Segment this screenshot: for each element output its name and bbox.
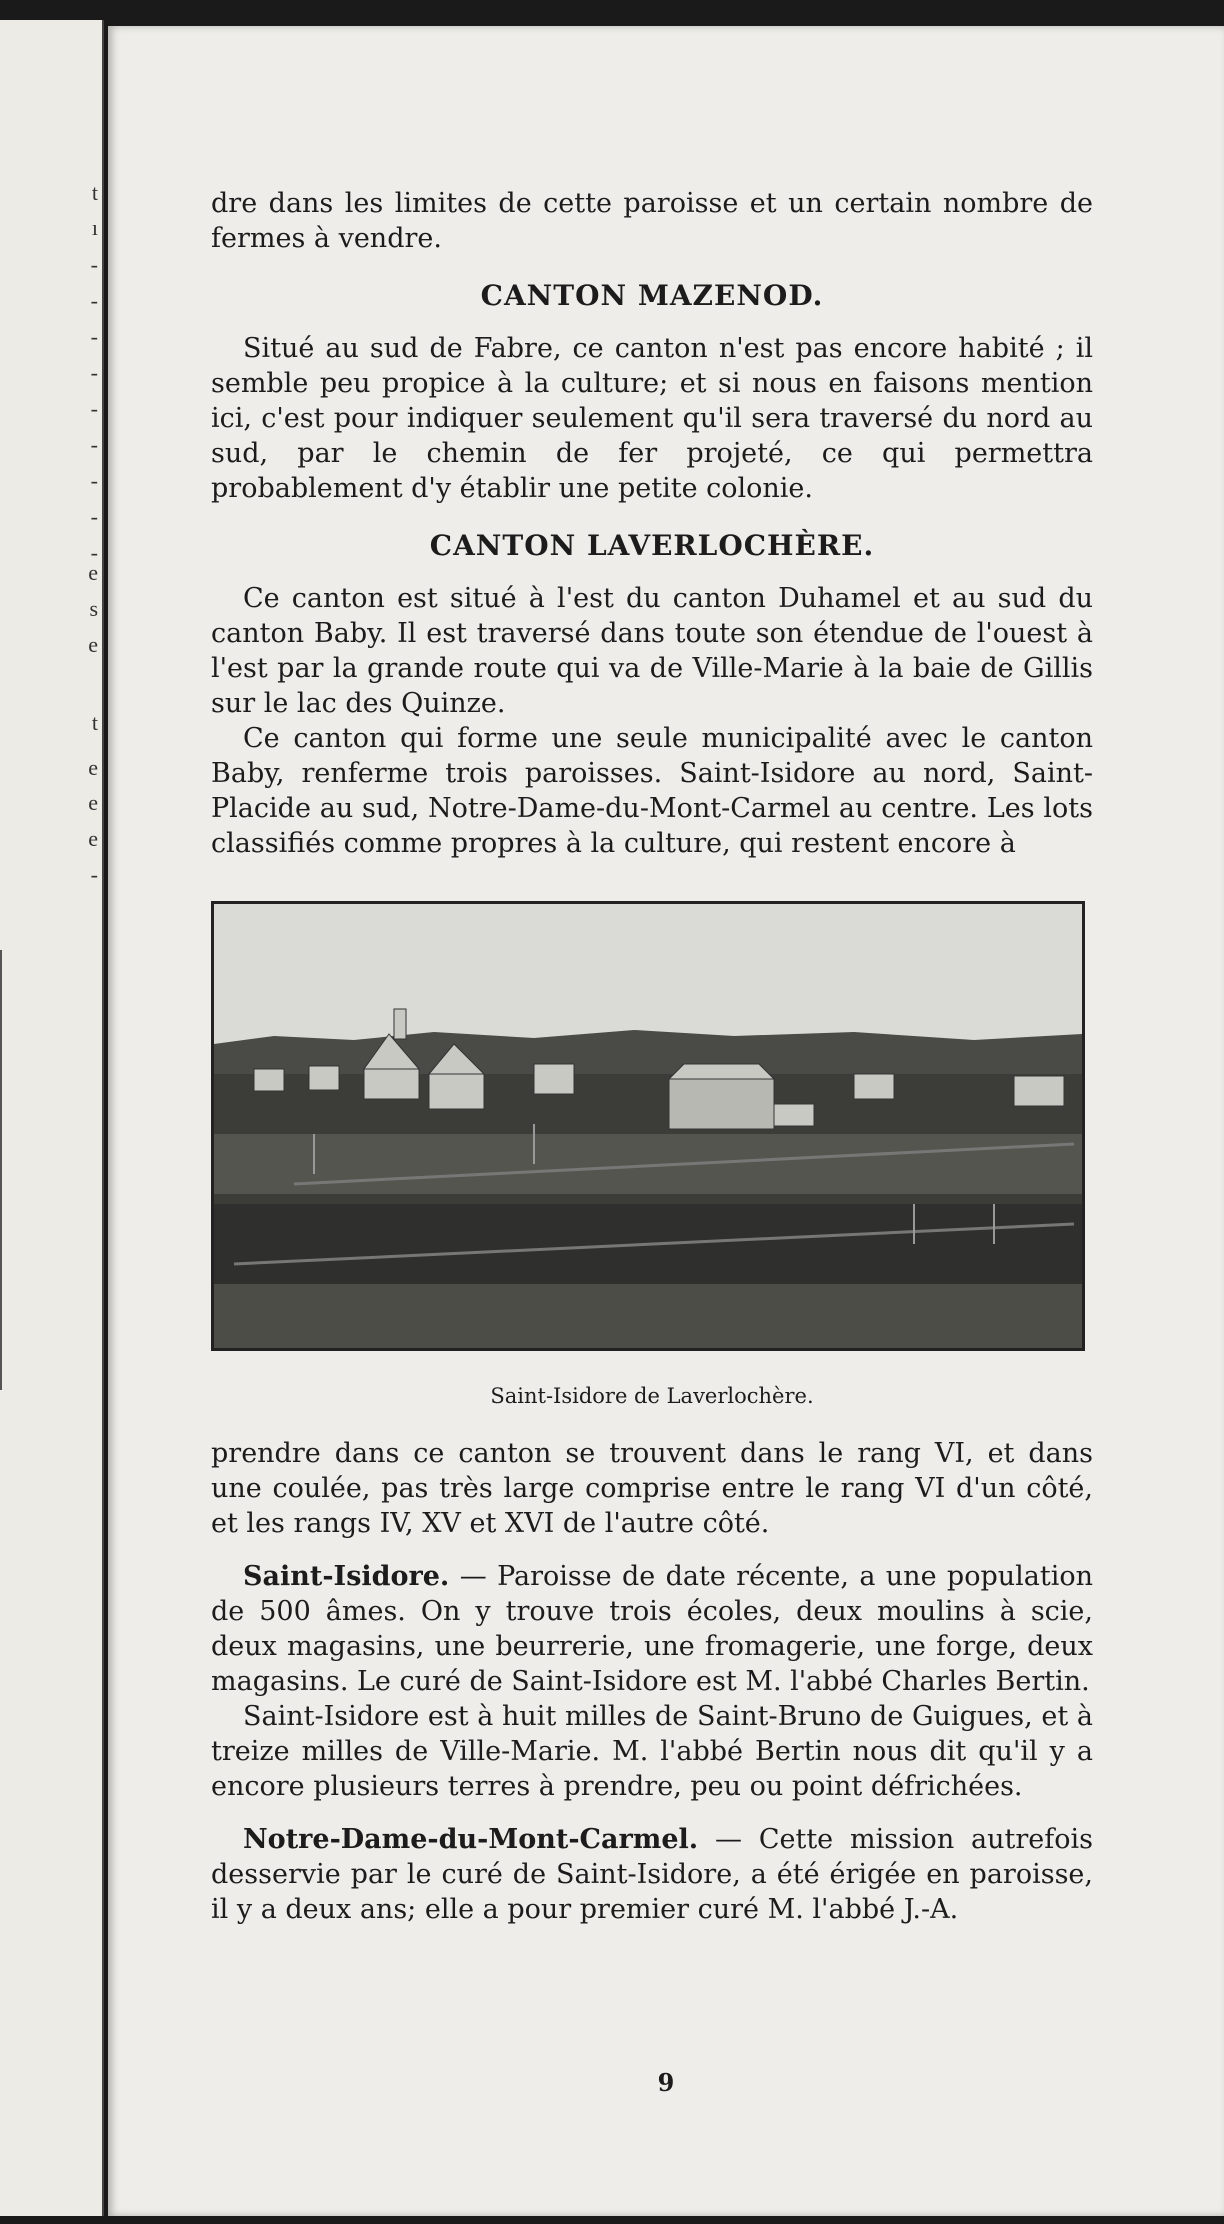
left-margin-glyph: - (90, 432, 98, 457)
left-margin-glyph: - (90, 324, 98, 349)
left-margin-glyph: s (89, 596, 98, 621)
paragraph-lots: prendre dans ce canton se trouvent dans le rang VI, et dans une coulée, pas très large comprise entre le rang VI d'un côté, et les rangs IV, XV et XVI de l'autre côté. (211, 1438, 1093, 1539)
left-margin-glyph: - (90, 862, 98, 887)
left-margin-glyph: - (90, 252, 98, 277)
left-margin-glyph: e (88, 560, 98, 585)
notre-dame-text: — Cette mission autrefois desservie par le curé de Saint-Isidore, a été érigée en paroisse, il y a deux ans; elle a pour premier curé M. l'abbé J.-A. (211, 1824, 1093, 1925)
left-margin-glyph: t (91, 710, 98, 735)
paragraph-mazenod: Situé au sud de Fabre, ce canton n'est pas encore habité ; il semble peu propice à la culture; et si nous en faisons mention ici, c'est pour indiquer seulement qu'il sera traversé du nord au sud, par le chemin de fer projeté, ce qui permettra probablement d'y établir une petite colonie. (211, 333, 1093, 504)
village-photo-illustration (214, 904, 1082, 1348)
paragraph-laverlochere-parishes: Ce canton qui forme une seule municipalité avec le canton Baby, renferme trois paroisses. Saint-Isidore au nord, Saint-Placide au sud, Notre-Dame-du-Mont-Carmel au centre. Les lots classifiés comme propres à la culture, qui restent encore à (211, 723, 1093, 859)
paragraph-laverlochere-location: Ce canton est situé à l'est du canton Duhamel et au sud du canton Baby. Il est traversé dans toute son étendue de l'ouest à l'est par la grande route qui va de Ville-Marie à la baie de Gillis sur le lac des Quinze. (211, 583, 1093, 719)
left-margin-glyph: t (91, 180, 98, 205)
left-margin-glyph: - (90, 504, 98, 529)
left-margin-glyph: - (90, 540, 98, 565)
left-page-rule (0, 950, 2, 1390)
paragraph-continuation: dre dans les limites de cette paroisse et un certain nombre de fermes à vendre. (211, 188, 1093, 254)
left-margin-glyph: - (90, 468, 98, 493)
village-photograph (211, 901, 1085, 1351)
left-page-edge (0, 20, 104, 2216)
left-margin-glyph: e (88, 632, 98, 657)
paragraph-saint-isidore (211, 1559, 1093, 1699)
paragraph-saint-isidore-distance: Saint-Isidore est à huit milles de Saint-Bruno de Guigues, et à treize milles de Ville-Marie. M. l'abbé Bertin nous dit qu'il y a encore plusieurs terres à prendre, peu ou point défrichées. (211, 1701, 1093, 1802)
left-margin-glyph: - (90, 360, 98, 385)
heading-canton-mazenod: CANTON MAZENOD. (480, 279, 824, 312)
page-number: 9 (657, 2068, 675, 2097)
left-margin-glyph: e (88, 755, 98, 780)
left-margin-glyph: e (88, 826, 98, 851)
saint-isidore-text: — Paroisse de date récente, a une population de 500 âmes. On y trouve trois écoles, deux moulins à scie, deux magasins, une beurrerie, une fromagerie, une forge, deux magasins. Le curé de Saint-Isidore est M. l'abbé Charles Bertin. (211, 1561, 1093, 1697)
book-page (108, 26, 1224, 2216)
left-margin-glyph: - (90, 288, 98, 313)
photo-caption: Saint-Isidore de Laverlochère. (490, 1384, 814, 1408)
page-content (211, 186, 1093, 1927)
left-margin-glyph: ı (91, 215, 98, 240)
heading-canton-laverlochere: CANTON LAVERLOCHÈRE. (429, 529, 875, 562)
paragraph-notre-dame (211, 1822, 1093, 1927)
left-margin-glyph: e (88, 790, 98, 815)
notre-dame-lead: Notre-Dame-du-Mont-Carmel. (243, 1824, 699, 1855)
saint-isidore-lead: Saint-Isidore. (243, 1561, 450, 1592)
left-margin-glyph: - (90, 396, 98, 421)
